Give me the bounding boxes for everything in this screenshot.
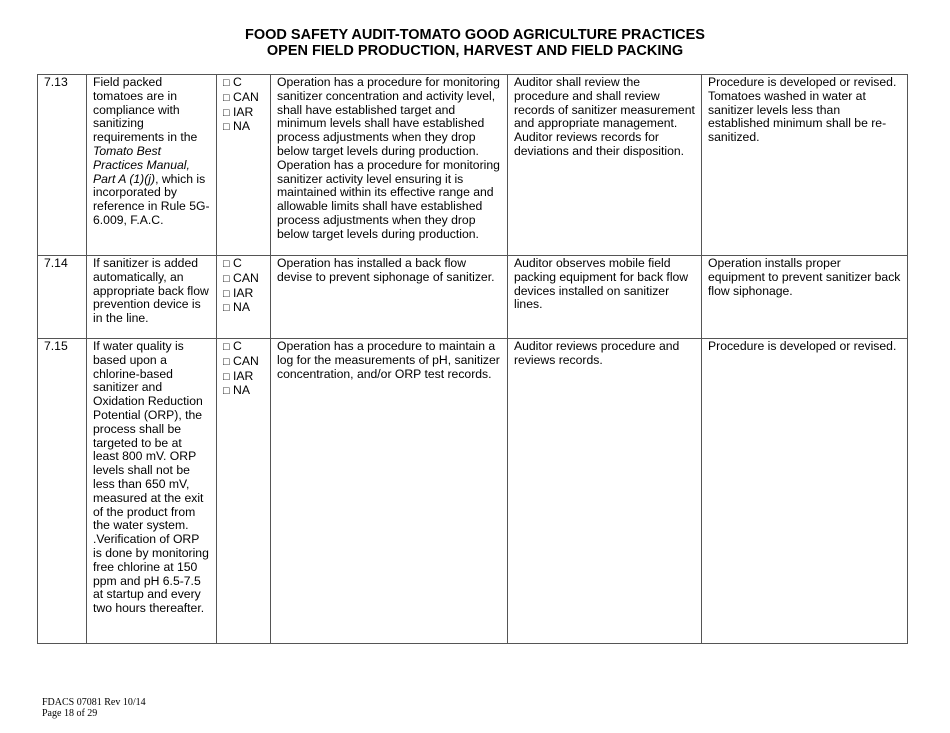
option-c[interactable]: □ C xyxy=(223,256,242,270)
auditor-cell: Auditor observes mobile field packing equipment for back flow devices installed on sanitizer lines. xyxy=(508,256,702,339)
compliance-options xyxy=(217,339,271,644)
option-can[interactable]: □ CAN xyxy=(223,353,259,368)
option-can[interactable]: □ CAN xyxy=(223,89,259,104)
compliance-options xyxy=(217,256,271,339)
page-title: FOOD SAFETY AUDIT-TOMATO GOOD AGRICULTURE PRACTICES xyxy=(245,27,705,43)
auditor-cell: Auditor reviews procedure and reviews records. xyxy=(508,339,702,644)
compliance-options xyxy=(217,75,271,256)
requirement-cell: If sanitizer is added automatically, an appropriate back flow prevention device is in the line. xyxy=(87,256,217,339)
option-na[interactable]: □ NA xyxy=(223,383,250,398)
criteria-cell: Operation has a procedure to maintain a log for the measurements of pH, sanitizer concentration, and/or ORP test records. xyxy=(271,339,508,644)
option-c[interactable]: □ C xyxy=(223,339,242,353)
checkbox-icon: □ xyxy=(223,355,230,368)
checkbox-icon: □ xyxy=(223,106,230,119)
checkbox-icon: □ xyxy=(223,121,230,134)
requirement-cell: Field packed tomatoes are in compliance with sanitizing requirements in the Tomato Best Practices Manual, Part A (1)(j), which is incorporated by reference in Rule 5G-6.009, F.A.C. xyxy=(87,75,217,256)
form-id: FDACS 07081 Rev 10/14 xyxy=(42,697,146,708)
checkbox-icon: □ xyxy=(223,91,230,104)
option-na[interactable]: □ NA xyxy=(223,119,250,134)
audit-table xyxy=(37,74,908,644)
table-row xyxy=(38,339,908,644)
checkbox-icon: □ xyxy=(223,370,230,383)
checkbox-icon: □ xyxy=(223,341,230,353)
page-number: Page 18 of 29 xyxy=(42,708,98,719)
table-row xyxy=(38,256,908,339)
item-number: 7.15 xyxy=(38,339,87,644)
checkbox-icon: □ xyxy=(223,385,230,398)
option-iar[interactable]: □ IAR xyxy=(223,104,254,119)
criteria-cell: Operation has a procedure for monitoring sanitizer concentration and activity level, shall have established target and minimum levels shall have established process adjustments when they drop below target levels during production. Operation has a procedure for monitoring sanitizer activity level ensuring it is maintained within its effective range and allowable limits shall have established process adjustments when they drop below target levels during production. xyxy=(271,75,508,256)
option-iar[interactable]: □ IAR xyxy=(223,368,254,383)
corrective-cell: Operation installs proper equipment to prevent sanitizer back flow siphonage. xyxy=(702,256,908,339)
item-number: 7.14 xyxy=(38,256,87,339)
checkbox-icon: □ xyxy=(223,258,230,270)
option-can[interactable]: □ CAN xyxy=(223,270,259,285)
auditor-cell: Auditor shall review the procedure and shall review records of sanitizer measurement and appropriate management. Auditor reviews records for deviations and their disposition. xyxy=(508,75,702,256)
checkbox-icon: □ xyxy=(223,77,230,89)
option-c[interactable]: □ C xyxy=(223,75,242,89)
criteria-cell: Operation has installed a back flow devise to prevent siphonage of sanitizer. xyxy=(271,256,508,339)
option-na[interactable]: □ NA xyxy=(223,300,250,315)
checkbox-icon: □ xyxy=(223,302,230,315)
item-number: 7.13 xyxy=(38,75,87,256)
table-row xyxy=(38,75,908,256)
corrective-cell: Procedure is developed or revised. xyxy=(702,339,908,644)
checkbox-icon: □ xyxy=(223,272,230,285)
checkbox-icon: □ xyxy=(223,287,230,300)
corrective-cell: Procedure is developed or revised. Tomatoes washed in water at sanitizer levels less than established minimum shall be re-sanitized. xyxy=(702,75,908,256)
requirement-cell: If water quality is based upon a chlorine-based sanitizer and Oxidation Reduction Potential (ORP), the process shall be targeted to be at least 800 mV. ORP levels shall not be less than 650 mV, measured at the exit of the product from the water system. .Verification of ORP is done by monitoring free chlorine at 150 ppm and pH 6.5-7.5 at startup and every two hours thereafter. xyxy=(87,339,217,644)
option-iar[interactable]: □ IAR xyxy=(223,285,254,300)
page-subtitle: OPEN FIELD PRODUCTION, HARVEST AND FIELD PACKING xyxy=(266,43,684,59)
